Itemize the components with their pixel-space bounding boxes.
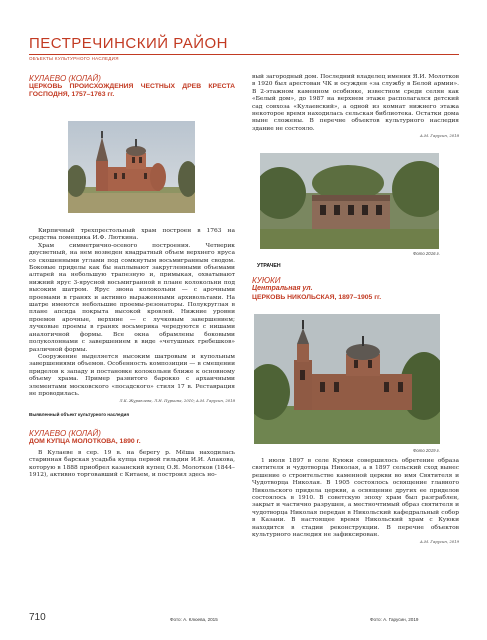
photo-credit-right: Фото: А. Гарусин, 2019 [370, 617, 419, 622]
left-column-body [29, 228, 235, 480]
paragraph: В Кулаеве в сер. 19 в. на берегу р. Мёша находилась старинная барская усадьба купца первой гильдии И.И. Апакова, которую в 1888 приобрел казанский купец О.Я. Молотков (1844–1912), активно торговавший с Китаем, и построил здесь но- [29, 449, 235, 479]
place-heading: КУЛАЕВО (КОЛАЙ) [29, 428, 101, 438]
right-column-middle [252, 276, 459, 302]
author-credit: А.М. Гарусин, 2018 [420, 133, 459, 139]
author-credit: Л.К. Журавлева, Л.Н. Пуркина, 2010; А.М. Гарусин, 2018 [119, 398, 235, 404]
manor-house-photo [260, 153, 439, 249]
church-kulaevo-photo [68, 121, 195, 213]
section-title: ПЕСТРЕЧИНСКИЙ РАЙОН [29, 35, 228, 52]
author-credit: А.М. Гарусин, 2019 [420, 539, 459, 545]
right-column-bottom [252, 458, 459, 544]
photo-caption: Фото 2016 г. [413, 251, 440, 256]
photo-caption: Фото 2019 г. [413, 448, 440, 453]
church-kuyuki-illustration [254, 314, 440, 444]
paragraph: 1 июля 1897 в селе Куюки совершилось обретение образа святителя и чудотворца Николая, а в 1897 сельский сход вынес решение о строительстве каменной церкви во имя Святителя и Чудотворца Николая. В 1905 состоялось освящение главного Никольского придела церкви, а освящение других ее приделов состоялось в 1910. В советскую эпоху храм был разграблен, закрыт и частично разрушен, а местночтимый образ святителя и чудотворца Николая передан в Никольский кафедральный собор в Казани. В настоящее время Никольский храм с Куюки находится в стадии реконструкции. В перечне объектов культурного наследия не зафиксирован. [252, 458, 459, 539]
lost-status-label: УТРАЧЕН [257, 263, 281, 269]
paragraph: Храм симметрично-осевого построения. Четверик двусветный, на нем возведен квадратный объем верхнего яруса со скошенными углами под сомкнутым восьмигранным сводом. Боковые приделы как бы наплывают закругленными объемами алтарей на небольшую трапезную и, примыкая, охватывают нижний ярус 3-ярусной восьмигранной в плане колокольни под высоким шатром. Ярус звона колокольни — с арочными проемами в гранях и активно выраженными архивольтами. На шатре имеются небольшие проемы-резонаторы. Полукруглая в плане апсида покрыта высокой кровлей. Нижние уровни проемов арочные, верхние — с лучковым завершением; лучковые проемы в гранях восьмерика чередуются с нишами аналогичной формы. Все окна обрамлены боковыми полуколоннами с завершением в виде «четушных гребешков» различной формы. [29, 242, 235, 353]
church-kuyuki-photo [254, 314, 440, 444]
church-heading: ЦЕРКОВЬ НИКОЛЬСКАЯ, 1897–1905 гг. [252, 293, 382, 301]
place-heading: КУЛАЕВО (КОЛАЙ) [29, 74, 101, 83]
right-column-top [252, 74, 459, 138]
paragraph: Кирпичный трехпрестольный храм построен в 1763 на средства помещика И.Ф. Люткина. [29, 228, 235, 242]
place-heading: КУЮКИ [252, 276, 281, 285]
church-heading: ЦЕРКОВЬ ПРОИСХОЖДЕНИЯ ЧЕСТНЫХ ДРЕВ КРЕСТА ГОСПОДНЯ, 1757–1763 гг. [29, 83, 235, 99]
page-number: 710 [29, 612, 46, 623]
church-kulaevo-illustration [68, 121, 195, 213]
heritage-note: Выявленный объект культурного наследия [29, 412, 130, 418]
left-column-top [29, 74, 235, 99]
paragraph: Сооружение выделяется высоким шатровым и купольным завершениями объемов. Особенность композиции — в смещении приделов к западу и постановке колокольни ближе к основному объему храма. Пример развитого барокко с архаичными элементами московского «посадского» стиля 17 в. Реставрация не проводилась. [29, 353, 235, 397]
building-heading: ДОМ КУПЦА МОЛОТКОВА, 1890 г. [29, 437, 141, 445]
header-divider [29, 54, 459, 55]
manor-house-illustration [260, 153, 439, 249]
section-subtitle: ОБЪЕКТЫ КУЛЬТУРНОГО НАСЛЕДИЯ [29, 56, 119, 61]
photo-credit-left: Фото: А. Клюева, 2015 [170, 617, 218, 622]
paragraph: вый загородный дом. Последний владелец имения Я.И. Молотков в 1920 был арестован ЧК и осужден «за службу в Белой армии». В 2-этажном каменном особняке, известном среди селян как «Белый дом», до 1987 на верхнем этаже располагался детский сад совхоза «Кулаевский», а одной из комнат нижнего этажа некоторое время находилась сельская библиотека. Остатки дома ныне сложены. В перечне объектов культурного наследия здание не состояло. [252, 74, 459, 132]
street-heading: Центральная ул. [252, 285, 313, 292]
